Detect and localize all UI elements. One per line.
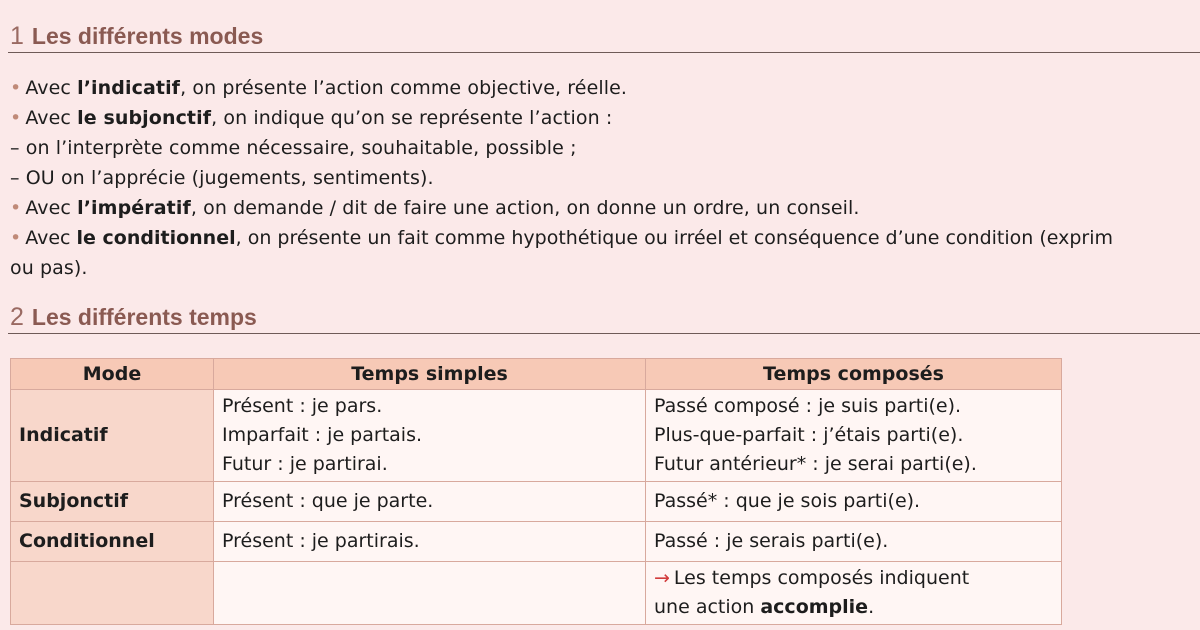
text: . (868, 596, 875, 618)
section-2-heading (10, 303, 257, 332)
header-simple: Temps simples (214, 359, 646, 390)
paragraph-line (10, 226, 1113, 250)
text: une action (654, 596, 761, 618)
tense-line: Passé composé : je suis parti(e). (654, 395, 962, 417)
bullet-icon: • (10, 227, 22, 249)
arrow-icon: → (654, 567, 670, 589)
text: Avec (25, 107, 78, 129)
table-row (11, 390, 1062, 482)
paragraph-line: – on l’interprète comme nécessaire, souhaitable, possible ; (10, 137, 577, 159)
section-number: 2 (10, 303, 24, 331)
bold-term: le conditionnel (76, 227, 236, 249)
simple-cell (214, 562, 646, 625)
paragraph-line: ou pas). (10, 257, 88, 279)
simple-cell (214, 390, 646, 482)
section-1-heading (10, 22, 263, 51)
simple-cell: Présent : que je parte. (214, 482, 646, 522)
paragraph-line (10, 106, 612, 130)
mode-cell (11, 562, 214, 625)
table-row (11, 482, 1062, 522)
tense-line: Futur antérieur* : je serai parti(e). (654, 453, 977, 475)
tense-line: Futur : je partirai. (222, 453, 388, 475)
bullet-icon: • (10, 77, 22, 99)
bold-term: le subjonctif (77, 107, 212, 129)
mode-cell: Indicatif (11, 390, 214, 482)
section-number: 1 (10, 22, 24, 50)
section-title: Les différents temps (31, 304, 257, 330)
text: Les temps composés indiquent (673, 567, 970, 589)
text: Avec (25, 227, 77, 249)
bold-term: accomplie (760, 596, 869, 618)
text: Avec (25, 197, 78, 219)
note-line (654, 564, 1053, 593)
mode-cell: Conditionnel (11, 522, 214, 562)
table-row (11, 522, 1062, 562)
compose-cell (646, 390, 1062, 482)
text: , on demande / dit de faire une action, on donne un ordre, un conseil. (190, 197, 860, 219)
table-header-row (11, 359, 1062, 390)
tense-line: Imparfait : je partais. (222, 424, 423, 446)
bullet-icon: • (10, 197, 22, 219)
text: , on présente un fait comme hypothétique ou irréel et conséquence d’une condition (exprim (235, 227, 1114, 249)
simple-cell: Présent : je partirais. (214, 522, 646, 562)
tense-line: Présent : je pars. (222, 395, 383, 417)
note-line (654, 593, 1053, 622)
tenses-table (10, 358, 1062, 625)
bullet-icon: • (10, 107, 22, 129)
paragraph-line (10, 76, 627, 100)
text: Avec (25, 77, 78, 99)
section-divider (8, 333, 1200, 334)
compose-cell: Passé* : que je sois parti(e). (646, 482, 1062, 522)
note-cell (646, 562, 1062, 625)
section-title: Les différents modes (31, 23, 264, 49)
bold-term: l’indicatif (77, 77, 181, 99)
compose-cell: Passé : je serais parti(e). (646, 522, 1062, 562)
text: , on indique qu’on se représente l’action : (211, 107, 613, 129)
text: , on présente l’action comme objective, réelle. (180, 77, 628, 99)
paragraph-line (10, 196, 860, 220)
bold-term: l’impératif (77, 197, 191, 219)
section-divider (8, 52, 1200, 53)
mode-cell: Subjonctif (11, 482, 214, 522)
table-row (11, 562, 1062, 625)
paragraph-line: – OU on l’apprécie (jugements, sentiments). (10, 167, 434, 189)
tense-line: Plus-que-parfait : j’étais parti(e). (654, 424, 964, 446)
header-mode: Mode (11, 359, 214, 390)
header-compose: Temps composés (646, 359, 1062, 390)
